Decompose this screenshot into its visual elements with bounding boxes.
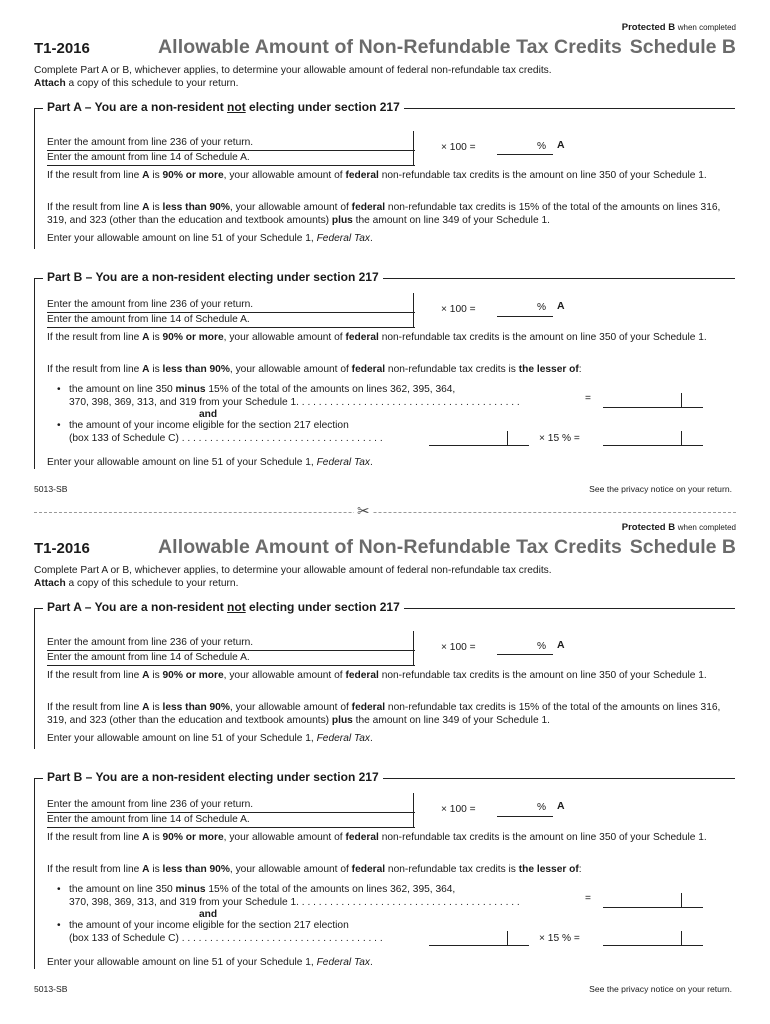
part-a-rule-90-more: If the result from line A is 90% or more, your allowable amount of federal non-refundable tax credits is the amount on line 350 of your Schedule 1. [47, 670, 707, 681]
fraction-bar [413, 793, 414, 827]
part-b-bullet-2: the amount of your income eligible for the section 217 election (box 133 of Schedule C) . . . . . . . . . . . . . . . . . . . . . . . . . . . . . . . . . . . . [69, 920, 383, 944]
privacy-notice: See the privacy notice on your return. [589, 984, 732, 994]
equals-sign: = [585, 893, 591, 904]
form-number: T1-2016 [34, 540, 90, 557]
part-a-rule-90-more: If the result from line A is 90% or more, your allowable amount of federal non-refundable tax credits is the amount on line 350 of your Schedule 1. [47, 170, 707, 181]
schedule-label: Schedule B [629, 536, 736, 558]
percent-result-field[interactable] [497, 316, 553, 317]
fraction-bar [413, 293, 414, 327]
divider-line [47, 650, 415, 651]
bullet-dot: • [57, 920, 61, 931]
divider-line [47, 665, 415, 666]
line-a-marker: A [557, 639, 565, 651]
cents-divider [681, 393, 682, 407]
bullet-1-amount-field[interactable] [603, 907, 703, 908]
divider-line [47, 165, 415, 166]
cut-line [34, 512, 736, 513]
line-a-marker: A [557, 139, 565, 151]
fraction-bar [413, 631, 414, 665]
part-b-section [34, 770, 735, 969]
cents-divider [681, 931, 682, 945]
part-a-rule-less-90: If the result from line A is less than 90%, your allowable amount of federal non-refundable tax credits is 15% of the total of the amounts on lines 316, 319, and 323 (other than the education and textbook amounts) plus the amount on line 349 of your Schedule 1. [47, 702, 721, 726]
bullet-dot: • [57, 420, 61, 431]
intro-text: Complete Part A or B, whichever applies, to determine your allowable amount of federal non-refundable tax credits. Attach a copy of this schedule to your return. [34, 565, 552, 589]
part-a-heading: Part A – You are a non-resident not electing under section 217 [43, 600, 404, 614]
times-100-label: × 100 = [441, 304, 476, 315]
times-15-label: × 15 % = [539, 933, 580, 944]
part-a-rule-less-90: If the result from line A is less than 90%, your allowable amount of federal non-refundable tax credits is 15% of the total of the amounts on lines 316, 319, and 323 (other than the education and textbook amounts) plus the amount on line 349 of your Schedule 1. [47, 202, 721, 226]
privacy-notice: See the privacy notice on your return. [589, 484, 732, 494]
title-row [34, 36, 736, 62]
part-a-line236-label: Enter the amount from line 236 of your return. [47, 137, 254, 148]
cents-divider [507, 431, 508, 445]
times-100-label: × 100 = [441, 804, 476, 815]
form-code: 5013-SB [34, 484, 68, 494]
schedule-label: Schedule B [629, 36, 736, 58]
bullet-2-amount-field[interactable] [603, 945, 703, 946]
bullet-dot: • [57, 384, 61, 395]
part-b-line236-label: Enter the amount from line 236 of your return. [47, 299, 254, 310]
part-b-heading: Part B – You are a non-resident electing under section 217 [43, 770, 383, 784]
percent-result-field[interactable] [497, 816, 553, 817]
line-a-marker: A [557, 300, 565, 312]
form-title: Allowable Amount of Non-Refundable Tax Credits [158, 536, 622, 558]
part-a-heading: Part A – You are a non-resident not electing under section 217 [43, 100, 404, 114]
form-title: Allowable Amount of Non-Refundable Tax Credits [158, 36, 622, 58]
intro-text: Complete Part A or B, whichever applies, to determine your allowable amount of federal non-refundable tax credits. Attach a copy of this schedule to your return. [34, 65, 552, 89]
part-a-line14-label: Enter the amount from line 14 of Schedule A. [47, 152, 250, 163]
form-code: 5013-SB [34, 984, 68, 994]
part-b-rule-less-90: If the result from line A is less than 90%, your allowable amount of federal non-refundable tax credits is the lesser of: [47, 864, 582, 875]
part-b-bullet-2: the amount of your income eligible for the section 217 election (box 133 of Schedule C) . . . . . . . . . . . . . . . . . . . . . . . . . . . . . . . . . . . . [69, 420, 383, 444]
income-amount-field[interactable] [429, 445, 529, 446]
bullet-1-amount-field[interactable] [603, 407, 703, 408]
part-a-section [34, 100, 735, 249]
part-b-line14-label: Enter the amount from line 14 of Schedule A. [47, 814, 250, 825]
part-b-bullet-1: the amount on line 350 minus 15% of the total of the amounts on lines 362, 395, 364, 370, 398, 369, 313, and 319 from your Schedule 1. . . . . . . . . . . . . . . . . . . . . . . . . . . . . . . . . . . . . . . . [69, 384, 520, 408]
cents-divider [681, 893, 682, 907]
part-b-section [34, 270, 735, 469]
percent-result-field[interactable] [497, 654, 553, 655]
part-b-line14-label: Enter the amount from line 14 of Schedule A. [47, 314, 250, 325]
scissors-icon: ✂ [354, 502, 373, 520]
part-b-line236-label: Enter the amount from line 236 of your return. [47, 799, 254, 810]
percent-sign: % [537, 141, 547, 152]
percent-result-field[interactable] [497, 154, 553, 155]
protected-b-label: Protected B when completed [621, 22, 736, 33]
bullet-dot: • [57, 884, 61, 895]
protected-b-label: Protected B when completed [621, 522, 736, 533]
divider-line [47, 827, 415, 828]
part-b-enter-instruction: Enter your allowable amount on line 51 of your Schedule 1, Federal Tax. [47, 457, 373, 468]
percent-sign: % [537, 641, 547, 652]
part-b-rule-90-more: If the result from line A is 90% or more, your allowable amount of federal non-refundable tax credits is the amount on line 350 of your Schedule 1. [47, 332, 707, 343]
divider-line [47, 327, 415, 328]
part-b-bullet-1: the amount on line 350 minus 15% of the total of the amounts on lines 362, 395, 364, 370, 398, 369, 313, and 319 from your Schedule 1. . . . . . . . . . . . . . . . . . . . . . . . . . . . . . . . . . . . . . . . [69, 884, 520, 908]
part-b-enter-instruction: Enter your allowable amount on line 51 of your Schedule 1, Federal Tax. [47, 957, 373, 968]
fraction-bar [413, 131, 414, 165]
bullet-2-amount-field[interactable] [603, 445, 703, 446]
divider-line [47, 812, 415, 813]
line-a-marker: A [557, 800, 565, 812]
part-a-line236-label: Enter the amount from line 236 of your return. [47, 637, 254, 648]
times-100-label: × 100 = [441, 642, 476, 653]
times-15-label: × 15 % = [539, 433, 580, 444]
income-amount-field[interactable] [429, 945, 529, 946]
part-a-line14-label: Enter the amount from line 14 of Schedule A. [47, 652, 250, 663]
cents-divider [507, 931, 508, 945]
equals-sign: = [585, 393, 591, 404]
part-a-section [34, 600, 735, 749]
part-a-enter-instruction: Enter your allowable amount on line 51 of your Schedule 1, Federal Tax. [47, 733, 373, 744]
part-b-rule-90-more: If the result from line A is 90% or more, your allowable amount of federal non-refundable tax credits is the amount on line 350 of your Schedule 1. [47, 832, 707, 843]
divider-line [47, 312, 415, 313]
percent-sign: % [537, 302, 547, 313]
part-b-heading: Part B – You are a non-resident electing under section 217 [43, 270, 383, 284]
part-b-rule-less-90: If the result from line A is less than 90%, your allowable amount of federal non-refundable tax credits is the lesser of: [47, 364, 582, 375]
title-row [34, 536, 736, 562]
percent-sign: % [537, 802, 547, 813]
divider-line [47, 150, 415, 151]
and-label: and [199, 409, 218, 420]
cents-divider [681, 431, 682, 445]
form-number: T1-2016 [34, 40, 90, 57]
times-100-label: × 100 = [441, 142, 476, 153]
and-label: and [199, 909, 218, 920]
part-a-enter-instruction: Enter your allowable amount on line 51 of your Schedule 1, Federal Tax. [47, 233, 373, 244]
